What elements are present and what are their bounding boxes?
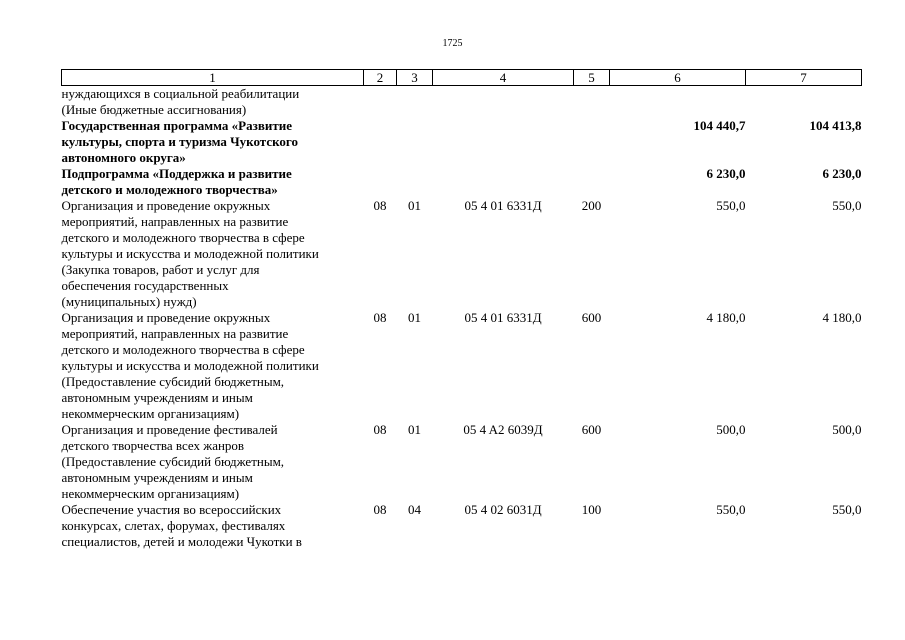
row-name: Организация и проведение фестивалей детского творчества всех жанров (Предоставление субсидий бюджетным, автономным учреждениям и иным некоммерческим организациям)	[61, 422, 285, 501]
row-amount-2	[746, 86, 862, 119]
row-amount-1: 550,0	[716, 198, 746, 213]
row-subsection	[397, 166, 433, 198]
row-target-code: 05 4 02 6031Д	[464, 502, 542, 517]
row-subsection: 01	[408, 198, 421, 213]
row-expense-type: 600	[581, 422, 602, 437]
row-subsection: 04	[408, 502, 421, 517]
row-name: Подпрограмма «Поддержка и развитие детского и молодежного творчества»	[61, 166, 292, 197]
row-target-code	[433, 166, 574, 198]
row-name: Обеспечение участия во всероссийских конкурсах, слетах, форумах, фестивалях специалистов, детей и молодежи Чукотки в	[61, 502, 302, 549]
row-amount-1: 500,0	[716, 422, 746, 437]
page-number: 1725	[442, 38, 463, 49]
row-expense-type: 100	[581, 502, 602, 517]
table-row	[62, 502, 862, 550]
row-amount-2: 550,0	[832, 502, 862, 517]
row-amount-2: 500,0	[832, 422, 862, 437]
table-row	[62, 86, 862, 119]
row-amount-2: 550,0	[832, 198, 862, 213]
row-expense-type: 600	[581, 310, 602, 325]
table-row	[62, 422, 862, 502]
row-target-code	[433, 118, 574, 166]
row-section	[364, 118, 397, 166]
header-col-1: 1	[62, 70, 364, 86]
row-amount-2: 104 413,8	[809, 118, 862, 133]
row-target-code: 05 4 01 6331Д	[464, 198, 542, 213]
row-amount-1: 550,0	[716, 502, 746, 517]
table-row	[62, 166, 862, 198]
row-amount-1: 104 440,7	[693, 118, 746, 133]
row-target-code: 05 4 01 6331Д	[464, 310, 542, 325]
row-section: 08	[373, 502, 387, 517]
header-col-7: 7	[746, 70, 862, 86]
row-expense-type	[574, 166, 610, 198]
header-col-3: 3	[397, 70, 433, 86]
table-row	[62, 118, 862, 166]
row-amount-2: 4 180,0	[822, 310, 862, 325]
row-expense-type	[574, 86, 610, 119]
row-amount-1: 4 180,0	[706, 310, 746, 325]
row-name: Организация и проведение окружных мероприятий, направленных на развитие детского и молодежного творчества в сфере культуры и искусства и молодежной политики (Предоставление субсидий бюджетным, автономным учреждениям и иным некоммерческим организациям)	[61, 310, 319, 421]
row-amount-1	[610, 86, 746, 119]
row-target-code: 05 4 A2 6039Д	[463, 422, 543, 437]
row-subsection: 01	[408, 310, 421, 325]
table-row	[62, 310, 862, 422]
header-col-6: 6	[610, 70, 746, 86]
row-expense-type: 200	[581, 198, 602, 213]
row-section: 08	[373, 422, 387, 437]
row-name: нуждающихся в социальной реабилитации (Иные бюджетные ассигнования)	[61, 86, 300, 117]
row-subsection	[397, 86, 433, 119]
row-name: Государственная программа «Развитие культуры, спорта и туризма Чукотского автономного округа»	[61, 118, 298, 165]
row-subsection: 01	[408, 422, 421, 437]
table-body	[62, 86, 862, 551]
budget-table	[61, 69, 862, 550]
row-section	[364, 86, 397, 119]
row-expense-type	[574, 118, 610, 166]
table-header	[62, 70, 862, 86]
header-row	[62, 70, 862, 86]
row-name: Организация и проведение окружных мероприятий, направленных на развитие детского и молодежного творчества в сфере культуры и искусства и молодежной политики (Закупка товаров, работ и услуг для обеспечения государственных (муниципальных) нужд)	[61, 198, 319, 309]
header-col-5: 5	[574, 70, 610, 86]
budget-table-container	[61, 69, 861, 550]
row-amount-1: 6 230,0	[706, 166, 746, 181]
row-amount-2: 6 230,0	[822, 166, 862, 181]
header-col-4: 4	[433, 70, 574, 86]
table-row	[62, 198, 862, 310]
row-section	[364, 166, 397, 198]
row-subsection	[397, 118, 433, 166]
header-col-2: 2	[364, 70, 397, 86]
row-section: 08	[373, 198, 387, 213]
row-target-code	[433, 86, 574, 119]
row-section: 08	[373, 310, 387, 325]
